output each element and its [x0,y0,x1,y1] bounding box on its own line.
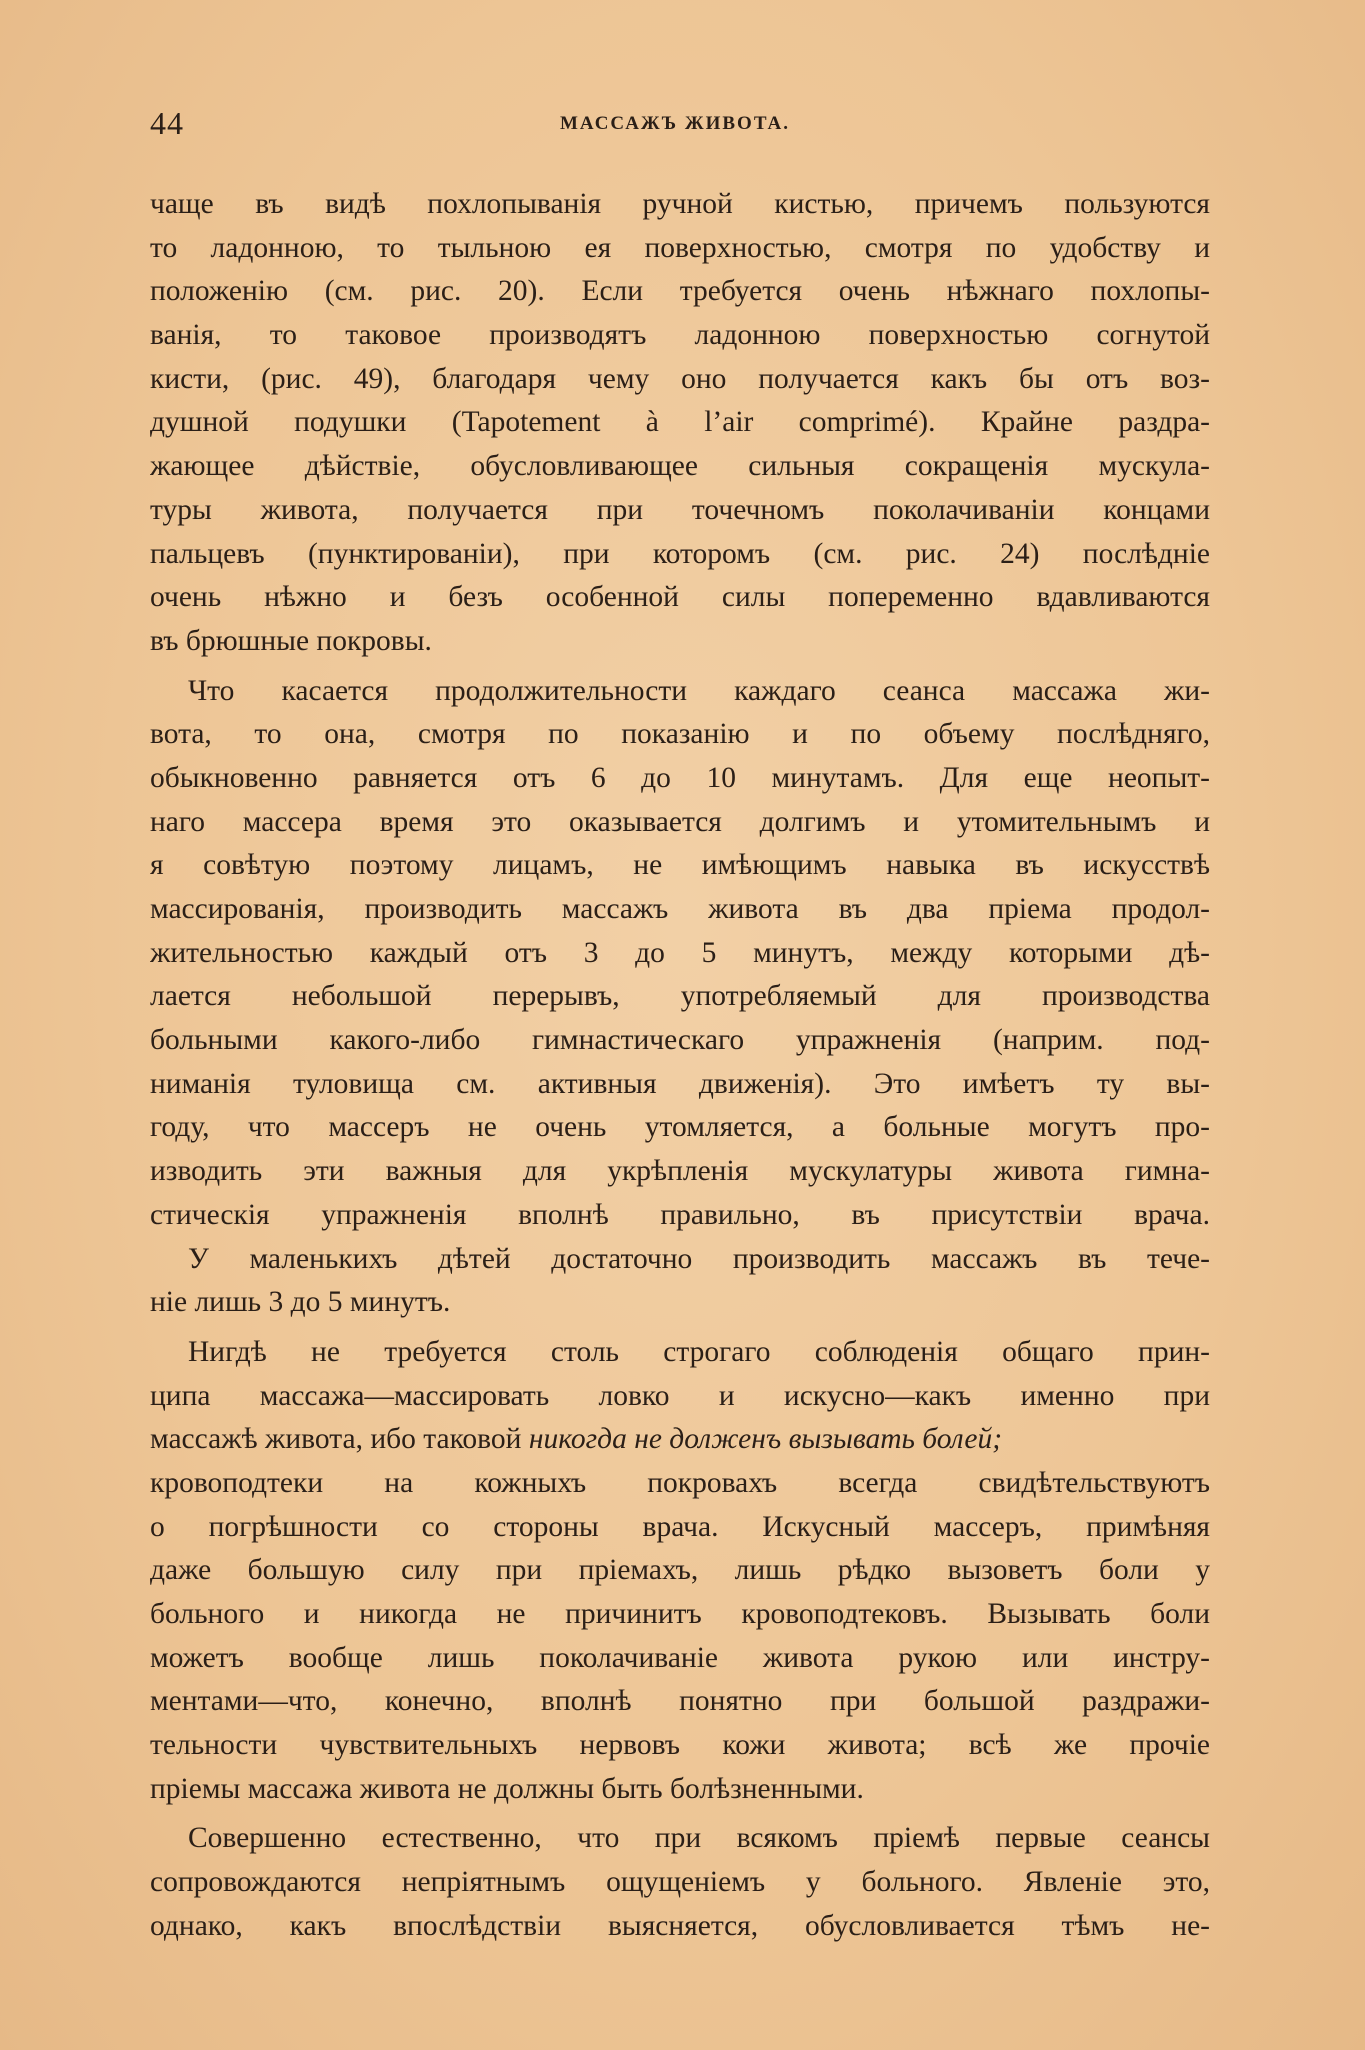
page-header [150,105,1210,145]
text-line: ніе лишь 3 до 5 минутъ. [150,1286,451,1319]
italic-emphasis: никогда не долженъ вызывать болей; [528,1423,1003,1456]
text-line: тельности чувствительныхъ нервовъ кожи живота; всѣ же прочіе [150,1729,1210,1762]
text-line: массированія, производить массажъ живота въ два пріема продол- [150,893,1210,925]
text-line: изводить эти важныя для укрѣпленія мускулатуры живота гимна- [150,1155,1210,1188]
text-line: кисти, (рис. 49), благодаря чему оно получается какъ бы отъ воз- [150,362,1210,395]
text-line: больными какого-либо гимнастическаго упражненія (наприм. под- [150,1024,1210,1057]
text-line: Что касается продолжительности каждаго сеанса массажа жи- [188,674,1210,707]
text-line: очень нѣжно и безъ особенной силы попеременно вдавливаются [150,581,1210,614]
text-line: туры живота, получается при точечномъ поколачиваніи концами [150,493,1210,526]
body-text [150,183,1210,1949]
text-line: лается небольшой перерывъ, употребляемый для производства [150,980,1210,1013]
text-line: ниманія туловища см. активныя движенія). Это имѣетъ ту вы- [150,1067,1210,1100]
text-line: Нигдѣ не требуется столь строгаго соблюденія общаго прин- [188,1335,1210,1368]
text-line: можетъ вообще лишь поколачиваніе живота рукою или инстру- [150,1641,1210,1674]
paragraph [150,1817,1210,1948]
text-line: ванія, то таковое производятъ ладонною поверхностью согнутой [150,319,1210,352]
text-line: я совѣтую поэтому лицамъ, не имѣющимъ навыка въ искусствѣ [150,849,1210,882]
text-line: пальцевъ (пунктированіи), при которомъ (см. рис. 24) послѣдніе [150,537,1210,570]
text-line: о погрѣшности со стороны врача. Искусный массеръ, примѣняя [150,1510,1210,1543]
paragraph [150,183,1210,664]
paragraph [150,670,1210,1325]
text-line: положенію (см. рис. 20). Если требуется очень нѣжнаго похлопы- [150,275,1210,308]
text-line: году, что массеръ не очень утомляется, а больные могутъ про- [150,1111,1210,1144]
text-line: ментами—что, конечно, вполнѣ понятно при большой раздражи- [150,1685,1210,1718]
text-line: то ладонною, то тыльною ея поверхностью, смотря по удобству и [150,231,1210,264]
text-line: вота, то она, смотря по показанію и по объему послѣдняго, [150,718,1210,751]
text-line: даже большую силу при пріемахъ, лишь рѣдко вызоветъ боли у [150,1554,1210,1587]
running-title: МАССАЖЪ ЖИВОТА. [560,113,791,134]
text-fragment: массажѣ живота, ибо таковой [150,1423,529,1456]
paragraph [150,1331,1210,1812]
text-line: сопровождаются непріятнымъ ощущеніемъ у больного. Явленіе это, [150,1866,1210,1899]
text-line: Совершенно естественно, что при всякомъ пріемѣ первые сеансы [188,1822,1210,1855]
text-line: ципа массажа—массировать ловко и искусно—какъ именно при [150,1379,1210,1412]
text-line: чаще въ видѣ похлопыванія ручной кистью, причемъ пользуются [150,188,1210,220]
text-line: жительностью каждый отъ 3 до 5 минутъ, между которыми дѣ- [150,936,1210,969]
text-line: однако, какъ впослѣдствіи выясняется, обусловливается тѣмъ не- [150,1909,1210,1942]
text-line: У маленькихъ дѣтей достаточно производить массажъ въ тече- [188,1242,1210,1275]
text-line: обыкновенно равняется отъ 6 до 10 минутамъ. Для еще неопыт- [150,761,1210,794]
text-line: въ брюшные покровы. [150,624,432,657]
page-number: 44 [150,105,184,141]
book-page [150,105,1210,1942]
text-line: стическія упражненія вполнѣ правильно, въ присутствіи врача. [150,1198,1210,1231]
text-line: душной подушки (Tapotement à l’air comprimé). Крайне раздра- [150,406,1210,439]
text-line: наго массера время это оказывается долгимъ и утомительнымъ и [150,805,1210,838]
text-line: больного и никогда не причинитъ кровоподтековъ. Вызывать боли [150,1598,1210,1630]
text-line: жающее дѣйствіе, обусловливающее сильныя сокращенія мускула- [150,450,1210,483]
text-line-mixed [150,1418,1210,1462]
text-line: пріемы массажа живота не должны быть болѣзненными. [150,1772,864,1805]
text-line: кровоподтеки на кожныхъ покровахъ всегда свидѣтельствуютъ [150,1466,1210,1499]
